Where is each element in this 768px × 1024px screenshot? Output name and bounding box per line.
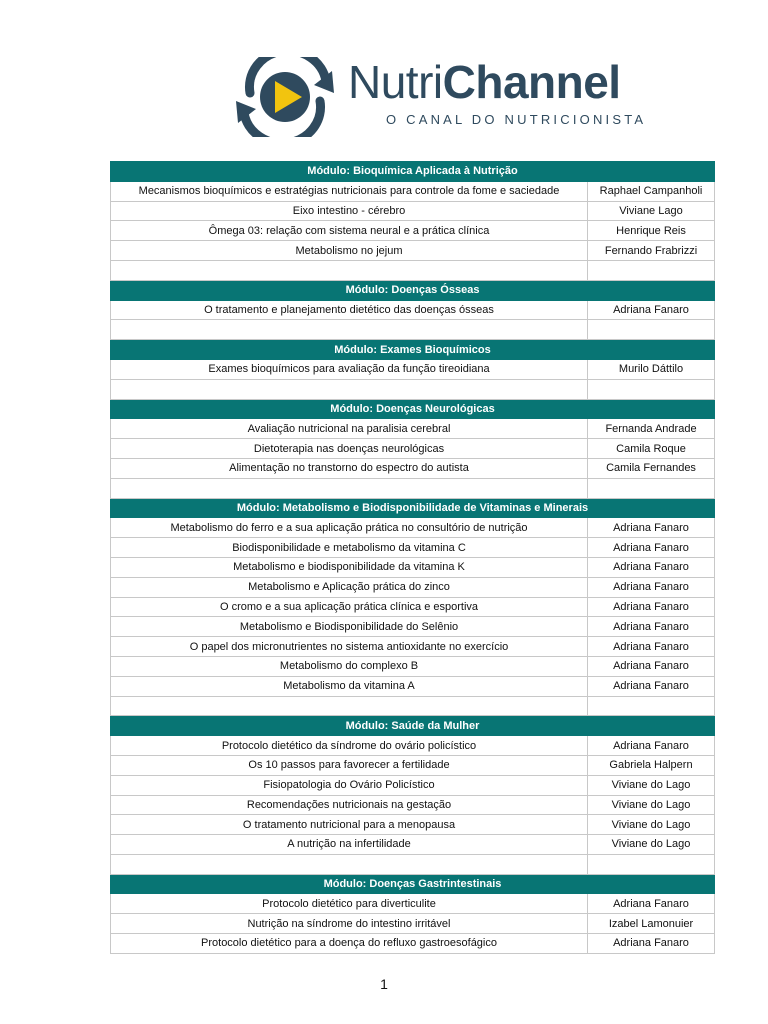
lesson-topic: Metabolismo e Biodisponibilidade do Selênio <box>111 617 588 637</box>
lesson-speaker: Adriana Fanaro <box>588 894 715 914</box>
lesson-row <box>111 300 715 320</box>
lesson-row <box>111 419 715 439</box>
page-number: 1 <box>380 976 388 992</box>
spacer-cell <box>111 696 588 716</box>
lesson-row <box>111 755 715 775</box>
lesson-speaker: Viviane do Lago <box>588 795 715 815</box>
lesson-speaker: Adriana Fanaro <box>588 577 715 597</box>
spacer-cell <box>588 696 715 716</box>
lesson-topic: Recomendações nutricionais na gestação <box>111 795 588 815</box>
lesson-speaker: Camila Roque <box>588 439 715 459</box>
module-title: Módulo: Metabolismo e Biodisponibilidade de Vitaminas e Minerais <box>111 498 715 518</box>
lesson-topic: Dietoterapia nas doenças neurológicas <box>111 439 588 459</box>
module-title: Módulo: Doenças Gastrintestinais <box>111 874 715 894</box>
spacer-row <box>111 478 715 498</box>
spacer-cell <box>588 379 715 399</box>
lesson-row <box>111 676 715 696</box>
lesson-speaker: Murilo Dáttilo <box>588 359 715 379</box>
lesson-speaker: Gabriela Halpern <box>588 755 715 775</box>
lesson-row <box>111 914 715 934</box>
spacer-row <box>111 854 715 874</box>
spacer-cell <box>111 379 588 399</box>
lesson-speaker: Adriana Fanaro <box>588 538 715 558</box>
lesson-row <box>111 518 715 538</box>
spacer-row <box>111 320 715 340</box>
lesson-row <box>111 221 715 241</box>
lesson-row <box>111 577 715 597</box>
nutrichannel-logo <box>226 54 666 138</box>
lesson-row <box>111 934 715 954</box>
lesson-topic: Metabolismo do ferro e a sua aplicação prática no consultório de nutrição <box>111 518 588 538</box>
lesson-row <box>111 557 715 577</box>
lesson-topic: Exames bioquímicos para avaliação da função tireoidiana <box>111 359 588 379</box>
lesson-speaker: Viviane do Lago <box>588 835 715 855</box>
lesson-row <box>111 775 715 795</box>
module-header-row <box>111 399 715 419</box>
brand-bold: Channel <box>442 56 621 108</box>
lesson-speaker: Adriana Fanaro <box>588 518 715 538</box>
lesson-speaker: Adriana Fanaro <box>588 300 715 320</box>
spacer-cell <box>111 854 588 874</box>
lesson-row <box>111 795 715 815</box>
spacer-cell <box>588 854 715 874</box>
spacer-cell <box>111 478 588 498</box>
lesson-topic: Metabolismo da vitamina A <box>111 676 588 696</box>
lesson-row <box>111 894 715 914</box>
lesson-speaker: Camila Fernandes <box>588 458 715 478</box>
module-header-row <box>111 162 715 182</box>
lesson-speaker: Adriana Fanaro <box>588 597 715 617</box>
lesson-topic: Metabolismo e biodisponibilidade da vitamina K <box>111 557 588 577</box>
lesson-topic: Metabolismo no jejum <box>111 241 588 261</box>
lesson-row <box>111 241 715 261</box>
lesson-speaker: Fernando Frabrizzi <box>588 241 715 261</box>
lesson-speaker: Adriana Fanaro <box>588 557 715 577</box>
module-header-row <box>111 280 715 300</box>
lesson-topic: Mecanismos bioquímicos e estratégias nutricionais para controle da fome e saciedade <box>111 181 588 201</box>
lesson-topic: O papel dos micronutrientes no sistema antioxidante no exercício <box>111 637 588 657</box>
brand-tagline: O CANAL DO NUTRICIONISTA <box>386 112 647 127</box>
brand-light: Nutri <box>348 56 443 108</box>
lesson-topic: O cromo e a sua aplicação prática clínica e esportiva <box>111 597 588 617</box>
lesson-row <box>111 815 715 835</box>
module-header-row <box>111 874 715 894</box>
lesson-speaker: Adriana Fanaro <box>588 637 715 657</box>
lesson-speaker: Adriana Fanaro <box>588 617 715 637</box>
lesson-speaker: Adriana Fanaro <box>588 676 715 696</box>
spacer-row <box>111 260 715 280</box>
module-title: Módulo: Bioquímica Aplicada à Nutrição <box>111 162 715 182</box>
lesson-row <box>111 181 715 201</box>
lesson-row <box>111 835 715 855</box>
lesson-speaker: Henrique Reis <box>588 221 715 241</box>
lesson-topic: O tratamento nutricional para a menopausa <box>111 815 588 835</box>
lesson-row <box>111 538 715 558</box>
spacer-cell <box>111 260 588 280</box>
lesson-row <box>111 597 715 617</box>
lesson-topic: Metabolismo e Aplicação prática do zinco <box>111 577 588 597</box>
lesson-topic: Metabolismo do complexo B <box>111 656 588 676</box>
module-title: Módulo: Exames Bioquímicos <box>111 340 715 360</box>
module-title: Módulo: Saúde da Mulher <box>111 716 715 736</box>
lesson-topic: Protocolo dietético para a doença do refluxo gastroesofágico <box>111 934 588 954</box>
lesson-row <box>111 458 715 478</box>
module-header-row <box>111 498 715 518</box>
lesson-speaker: Izabel Lamonuier <box>588 914 715 934</box>
play-logo-icon <box>230 57 340 137</box>
lesson-topic: Ômega 03: relação com sistema neural e a prática clínica <box>111 221 588 241</box>
lesson-topic: Alimentação no transtorno do espectro do autista <box>111 458 588 478</box>
lesson-row <box>111 656 715 676</box>
lesson-row <box>111 617 715 637</box>
lesson-topic: Biodisponibilidade e metabolismo da vitamina C <box>111 538 588 558</box>
lesson-speaker: Fernanda Andrade <box>588 419 715 439</box>
spacer-cell <box>111 320 588 340</box>
lesson-row <box>111 359 715 379</box>
lesson-topic: A nutrição na infertilidade <box>111 835 588 855</box>
lesson-topic: Nutrição na síndrome do intestino irritável <box>111 914 588 934</box>
lesson-row <box>111 201 715 221</box>
spacer-cell <box>588 320 715 340</box>
lesson-speaker: Viviane do Lago <box>588 815 715 835</box>
lesson-topic: Eixo intestino - cérebro <box>111 201 588 221</box>
lesson-row <box>111 736 715 756</box>
spacer-row <box>111 696 715 716</box>
lesson-speaker: Adriana Fanaro <box>588 934 715 954</box>
module-header-row <box>111 340 715 360</box>
spacer-row <box>111 379 715 399</box>
lesson-row <box>111 439 715 459</box>
lesson-topic: Os 10 passos para favorecer a fertilidade <box>111 755 588 775</box>
lesson-speaker: Viviane Lago <box>588 201 715 221</box>
lesson-speaker: Viviane do Lago <box>588 775 715 795</box>
lesson-topic: O tratamento e planejamento dietético das doenças ósseas <box>111 300 588 320</box>
lesson-topic: Protocolo dietético para diverticulite <box>111 894 588 914</box>
module-header-row <box>111 716 715 736</box>
lesson-topic: Avaliação nutricional na paralisia cerebral <box>111 419 588 439</box>
brand-name <box>348 56 621 108</box>
schedule-body <box>111 162 715 954</box>
lesson-row <box>111 637 715 657</box>
lesson-speaker: Adriana Fanaro <box>588 736 715 756</box>
spacer-cell <box>588 260 715 280</box>
module-title: Módulo: Doenças Neurológicas <box>111 399 715 419</box>
lesson-topic: Fisiopatologia do Ovário Policístico <box>111 775 588 795</box>
lesson-speaker: Raphael Campanholi <box>588 181 715 201</box>
course-schedule-table <box>110 161 715 954</box>
spacer-cell <box>588 478 715 498</box>
lesson-speaker: Adriana Fanaro <box>588 656 715 676</box>
lesson-topic: Protocolo dietético da síndrome do ovário policístico <box>111 736 588 756</box>
module-title: Módulo: Doenças Ósseas <box>111 280 715 300</box>
